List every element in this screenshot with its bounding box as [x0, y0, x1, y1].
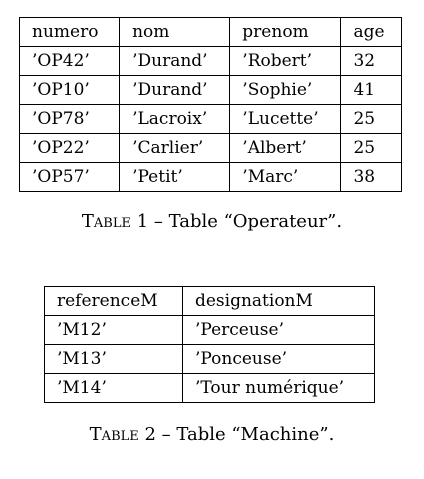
table-cell: ’OP22’	[20, 134, 120, 163]
table-row	[45, 374, 375, 403]
caption-label: Table 1	[81, 211, 149, 232]
table-row	[45, 345, 375, 374]
table-cell: ’OP78’	[20, 105, 120, 134]
header-cell: referenceM	[45, 287, 183, 316]
table-caption-operateur	[0, 211, 424, 232]
table-row	[20, 105, 402, 134]
table-cell: 25	[341, 134, 402, 163]
table-cell: ’M14’	[45, 374, 183, 403]
table-cell: ’M12’	[45, 316, 183, 345]
table-cell: ’Petit’	[120, 163, 230, 192]
table-cell: 25	[341, 105, 402, 134]
table-cell: ’Lacroix’	[120, 105, 230, 134]
header-cell: designationM	[182, 287, 374, 316]
header-cell: prenom	[230, 18, 341, 47]
table-cell: ’Carlier’	[120, 134, 230, 163]
table-cell: ’Lucette’	[230, 105, 341, 134]
table-cell: ’OP42’	[20, 47, 120, 76]
table-cell: ’Perceuse’	[182, 316, 374, 345]
table-cell: ’OP10’	[20, 76, 120, 105]
caption-label: Table 2	[89, 424, 156, 445]
table-cell: ’OP57’	[20, 163, 120, 192]
header-cell: nom	[120, 18, 230, 47]
caption-text: – Table “Operateur”.	[148, 211, 343, 232]
table-cell: ’Durand’	[120, 76, 230, 105]
table-operateur	[19, 17, 402, 192]
table-header-row	[45, 287, 375, 316]
table-cell: ’Albert’	[230, 134, 341, 163]
table-caption-machine	[0, 424, 424, 445]
table-cell: ’Durand’	[120, 47, 230, 76]
table-cell: ’Ponceuse’	[182, 345, 374, 374]
table-row	[20, 134, 402, 163]
table-cell: ’Marc’	[230, 163, 341, 192]
table-row	[20, 47, 402, 76]
table-machine	[44, 286, 375, 403]
table-cell: 38	[341, 163, 402, 192]
table-cell: ’Sophie’	[230, 76, 341, 105]
table-cell: ’M13’	[45, 345, 183, 374]
table-header-row	[20, 18, 402, 47]
table-cell: 32	[341, 47, 402, 76]
header-cell: numero	[20, 18, 120, 47]
table-row	[20, 76, 402, 105]
header-cell: age	[341, 18, 402, 47]
table-cell: ’Tour numérique’	[182, 374, 374, 403]
table-row	[45, 316, 375, 345]
table-cell: ’Robert’	[230, 47, 341, 76]
table-row	[20, 163, 402, 192]
caption-text: – Table “Machine”.	[155, 424, 335, 445]
table-cell: 41	[341, 76, 402, 105]
